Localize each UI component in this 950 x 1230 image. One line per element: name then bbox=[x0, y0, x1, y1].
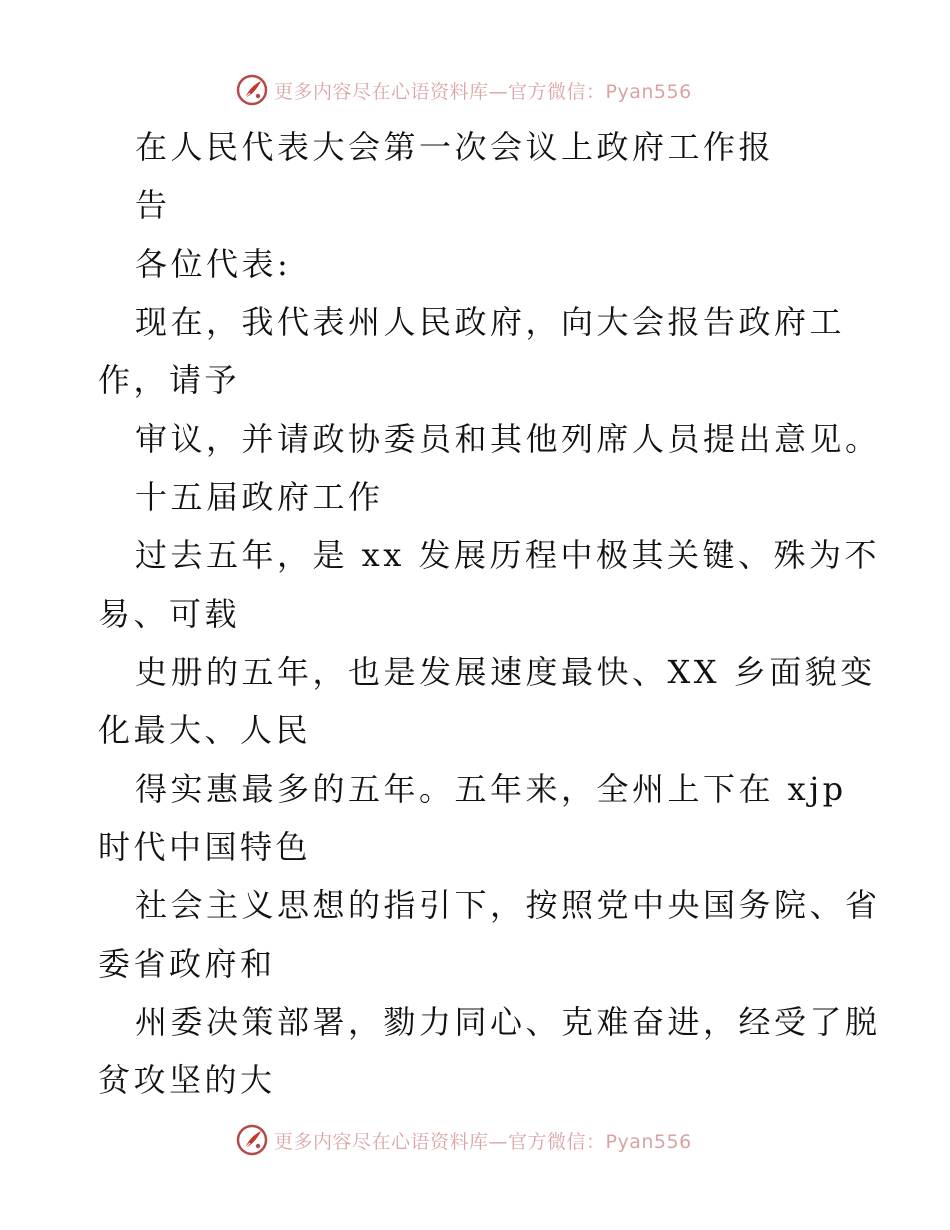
text-line: 社会主义思想的指引下，按照党中央国务院、省 bbox=[135, 886, 881, 924]
title-line-1: 在人民代表大会第一次会议上政府工作报 bbox=[135, 128, 775, 166]
text-line: 化最大、人民 bbox=[98, 711, 312, 749]
text-line: 贫攻坚的大 bbox=[98, 1061, 276, 1099]
section-heading: 十五届政府工作 bbox=[135, 478, 384, 516]
banner-text: 更多内容尽在心语资料库—官方微信：Pyan556 bbox=[274, 80, 692, 103]
header-banner bbox=[236, 72, 756, 108]
text-line: 时代中国特色 bbox=[98, 828, 312, 866]
feather-pen-logo-icon bbox=[236, 74, 268, 106]
title-line-2: 告 bbox=[135, 186, 171, 224]
text-line: 审议，并请政协委员和其他列席人员提出意见。 bbox=[135, 420, 881, 458]
text-line: 作，请予 bbox=[98, 361, 241, 399]
banner-text: 更多内容尽在心语资料库—官方微信：Pyan556 bbox=[274, 1130, 692, 1153]
footer-banner bbox=[236, 1122, 756, 1158]
text-line: 得实惠最多的五年。五年来，全州上下在 xjp bbox=[135, 770, 847, 808]
text-line: 州委决策部署，勠力同心、克难奋进，经受了脱 bbox=[135, 1003, 881, 1041]
text-line: 委省政府和 bbox=[98, 945, 276, 983]
text-line: 现在，我代表州人民政府，向大会报告政府工 bbox=[135, 303, 846, 341]
text-line: 易、可载 bbox=[98, 595, 241, 633]
salutation-line: 各位代表: bbox=[135, 245, 292, 283]
feather-pen-logo-icon bbox=[236, 1124, 268, 1156]
text-line: 过去五年，是 xx 发展历程中极其关键、殊为不 bbox=[135, 536, 880, 574]
text-line: 史册的五年，也是发展速度最快、XX 乡面貌变 bbox=[135, 653, 876, 691]
